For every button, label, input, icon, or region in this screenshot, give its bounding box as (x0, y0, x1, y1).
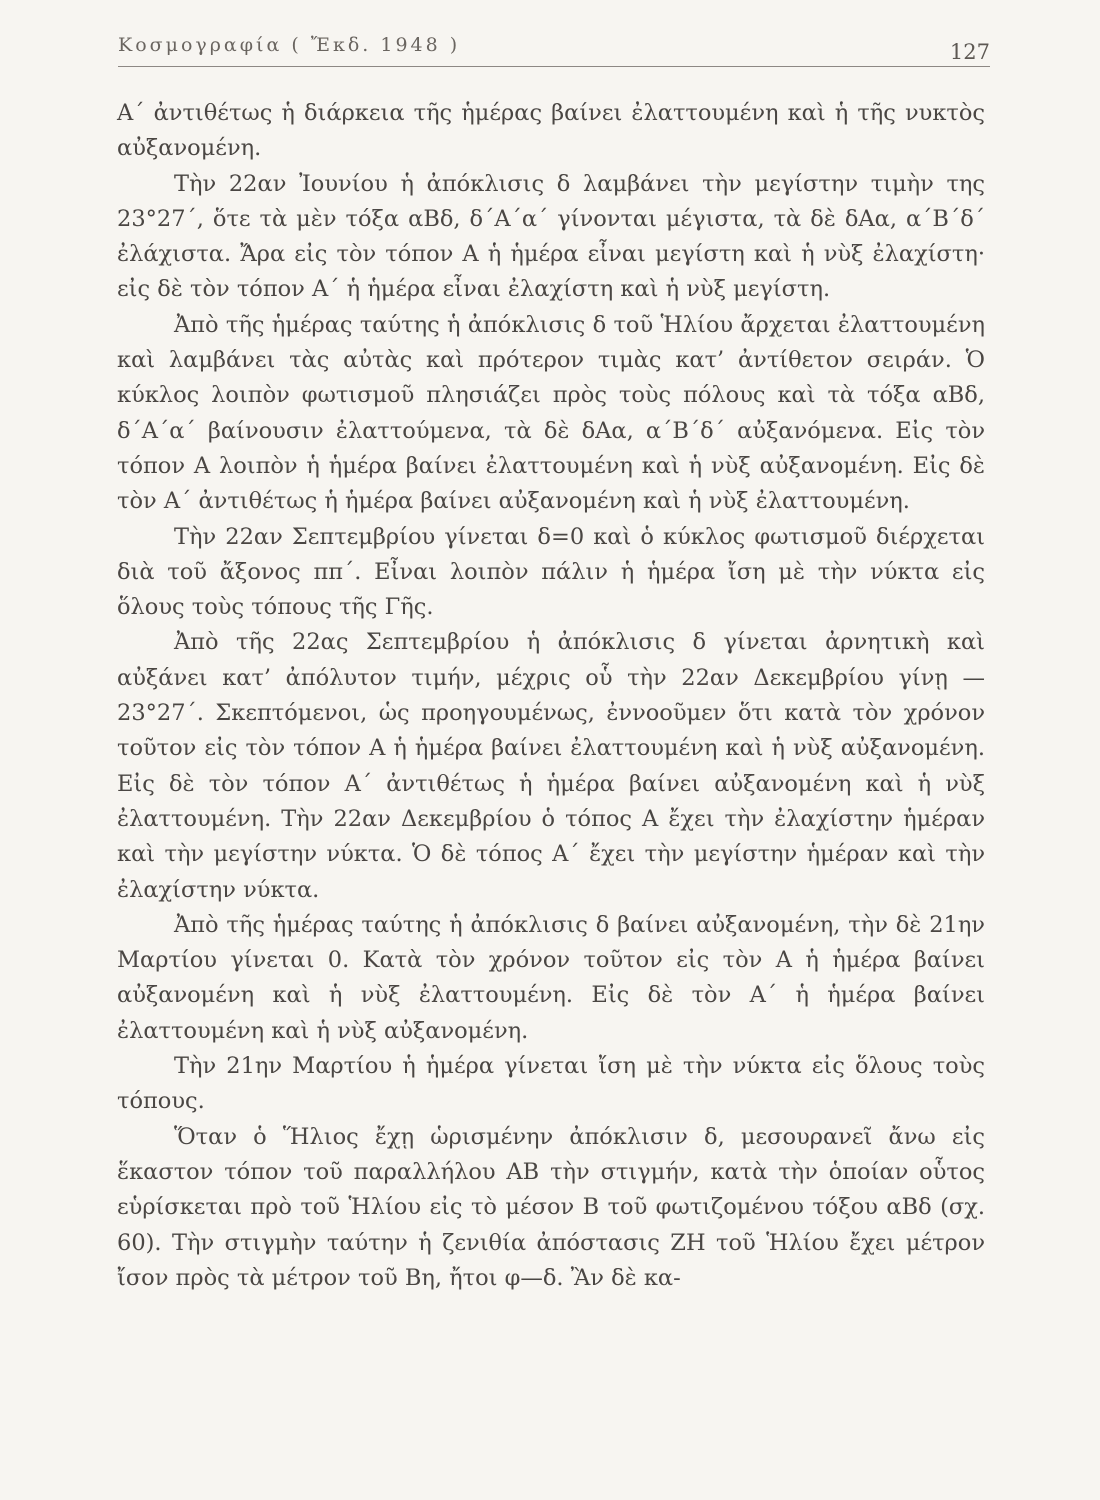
paragraph: Τὴν 22αν Ἰουνίου ἡ ἀπόκλισις δ λαμβάνει τὴν μεγίστην τιμὴν της 23°27΄, ὅτε τὰ μὲν τόξα αΒδ, δ΄Α΄α΄ γίνονται μέγιστα, τὰ δὲ δΑα, α΄Β΄δ΄ ἐλάχιστα. Ἄρα εἰς τὸν τόπον Α ἡ ἡμέρα εἶναι μεγίστη καὶ ἡ νὺξ ἐλαχίστη· εἰς δὲ τὸν τόπον Α΄ ἡ ἡμέρα εἶναι ἐλαχίστη καὶ ἡ νὺξ μεγίστη. (117, 170, 985, 303)
paragraph: Ἀπὸ τῆς ἡμέρας ταύτης ἡ ἀπόκλισις δ τοῦ Ἡλίου ἄρχεται ἐλαττουμένη καὶ λαμβάνει τὰς αὐτὰς καὶ πρότερον τιμὰς κατ’ ἀντίθετον σειράν. Ὁ κύκλος λοιπὸν φωτισμοῦ πλησιάζει πρὸς τοὺς πόλους καὶ τὰ τόξα αΒδ, δ΄Α΄α΄ βαίνουσιν ἐλαττούμενα, τὰ δὲ δΑα, α΄Β΄δ΄ αὐξανόμενα. Εἰς τὸν τόπον Α λοιπὸν ἡ ἡμέρα βαίνει ἐλαττουμένη καὶ ἡ νὺξ αὐξανομένη. Εἰς δὲ τὸν Α΄ ἀντιθέτως ἡ ἡμέρα βαίνει αὐξανομένη καὶ ἡ νὺξ ἐλαττουμένη. (117, 311, 985, 515)
paragraph: Τὴν 22αν Σεπτεμβρίου γίνεται δ=0 καὶ ὁ κύκλος φωτισμοῦ διέρχεται διὰ τοῦ ἄξονος ππ΄. Εἶναι λοιπὸν πάλιν ἡ ἡμέρα ἴση μὲ τὴν νύκτα εἰς ὅλους τοὺς τόπους τῆς Γῆς. (117, 523, 985, 621)
header-rule (118, 66, 990, 67)
running-title: Κοσμογραφία ( Ἔκδ. 1948 ) (118, 34, 461, 56)
paragraph: Α΄ ἀντιθέτως ἡ διάρκεια τῆς ἡμέρας βαίνει ἐλαττουμένη καὶ ἡ τῆς νυκτὸς αὐξανομένη. (117, 100, 985, 162)
paragraph: Ἀπὸ τῆς 22ας Σεπτεμβρίου ἡ ἀπόκλισις δ γίνεται ἀρνητικὴ καὶ αὐξάνει κατ’ ἀπόλυτον τιμήν, μέχρις οὗ τὴν 22αν Δεκεμβρίου γίνῃ —23°27΄. Σκεπτόμενοι, ὡς προηγουμένως, ἐννοοῦμεν ὅτι κατὰ τὸν χρόνον τοῦτον εἰς τὸν τόπον Α ἡ ἡμέρα βαίνει ἐλαττουμένη καὶ ἡ νὺξ αὐξανομένη. Εἰς δὲ τὸν τόπον Α΄ ἀντιθέτως ἡ ἡμέρα βαίνει αὐξανομένη καὶ ἡ νὺξ ἐλαττουμένη. Τὴν 22αν Δεκεμβρίου ὁ τόπος Α ἔχει τὴν ἐλαχίστην ἡμέραν καὶ τὴν μεγίστην νύκτα. Ὁ δὲ τόπος Α΄ ἔχει τὴν μεγίστην ἡμέραν καὶ τὴν ἐλαχίστην νύκτα. (117, 629, 985, 903)
paragraph: Ἀπὸ τῆς ἡμέρας ταύτης ἡ ἀπόκλισις δ βαίνει αὐξανομένη, τὴν δὲ 21ην Μαρτίου γίνεται 0. Κατὰ τὸν χρόνον τοῦτον εἰς τὸν Α ἡ ἡμέρα βαίνει αὐξανομένη καὶ ἡ νὺξ ἐλαττουμένη. Εἰς δὲ τὸν Α΄ ἡ ἡμέρα βαίνει ἐλαττουμένη καὶ ἡ νὺξ αὐξανομένη. (117, 911, 985, 1044)
page-number: 127 (949, 40, 990, 64)
page-header (118, 30, 990, 70)
paragraph: Τὴν 21ην Μαρτίου ἡ ἡμέρα γίνεται ἴση μὲ τὴν νύκτα εἰς ὅλους τοὺς τόπους. (117, 1053, 985, 1115)
body-text (117, 96, 985, 1296)
paragraph: Ὅταν ὁ Ἥλιος ἔχῃ ὡρισμένην ἀπόκλισιν δ, μεσουρανεῖ ἄνω εἰς ἕκαστον τόπον τοῦ παραλλήλου ΑΒ τὴν στιγμήν, κατὰ τὴν ὁποίαν οὗτος εὑρίσκεται πρὸ τοῦ Ἡλίου εἰς τὸ μέσον Β τοῦ φωτιζομένου τόξου αΒδ (σχ. 60). Τὴν στιγμὴν ταύτην ἡ ζενιθία ἀπόστασις ΖΗ τοῦ Ἡλίου ἔχει μέτρον ἴσον πρὸς τὰ μέτρον τοῦ Βη, ἤτοι φ—δ. Ἂν δὲ κα- (117, 1123, 985, 1291)
